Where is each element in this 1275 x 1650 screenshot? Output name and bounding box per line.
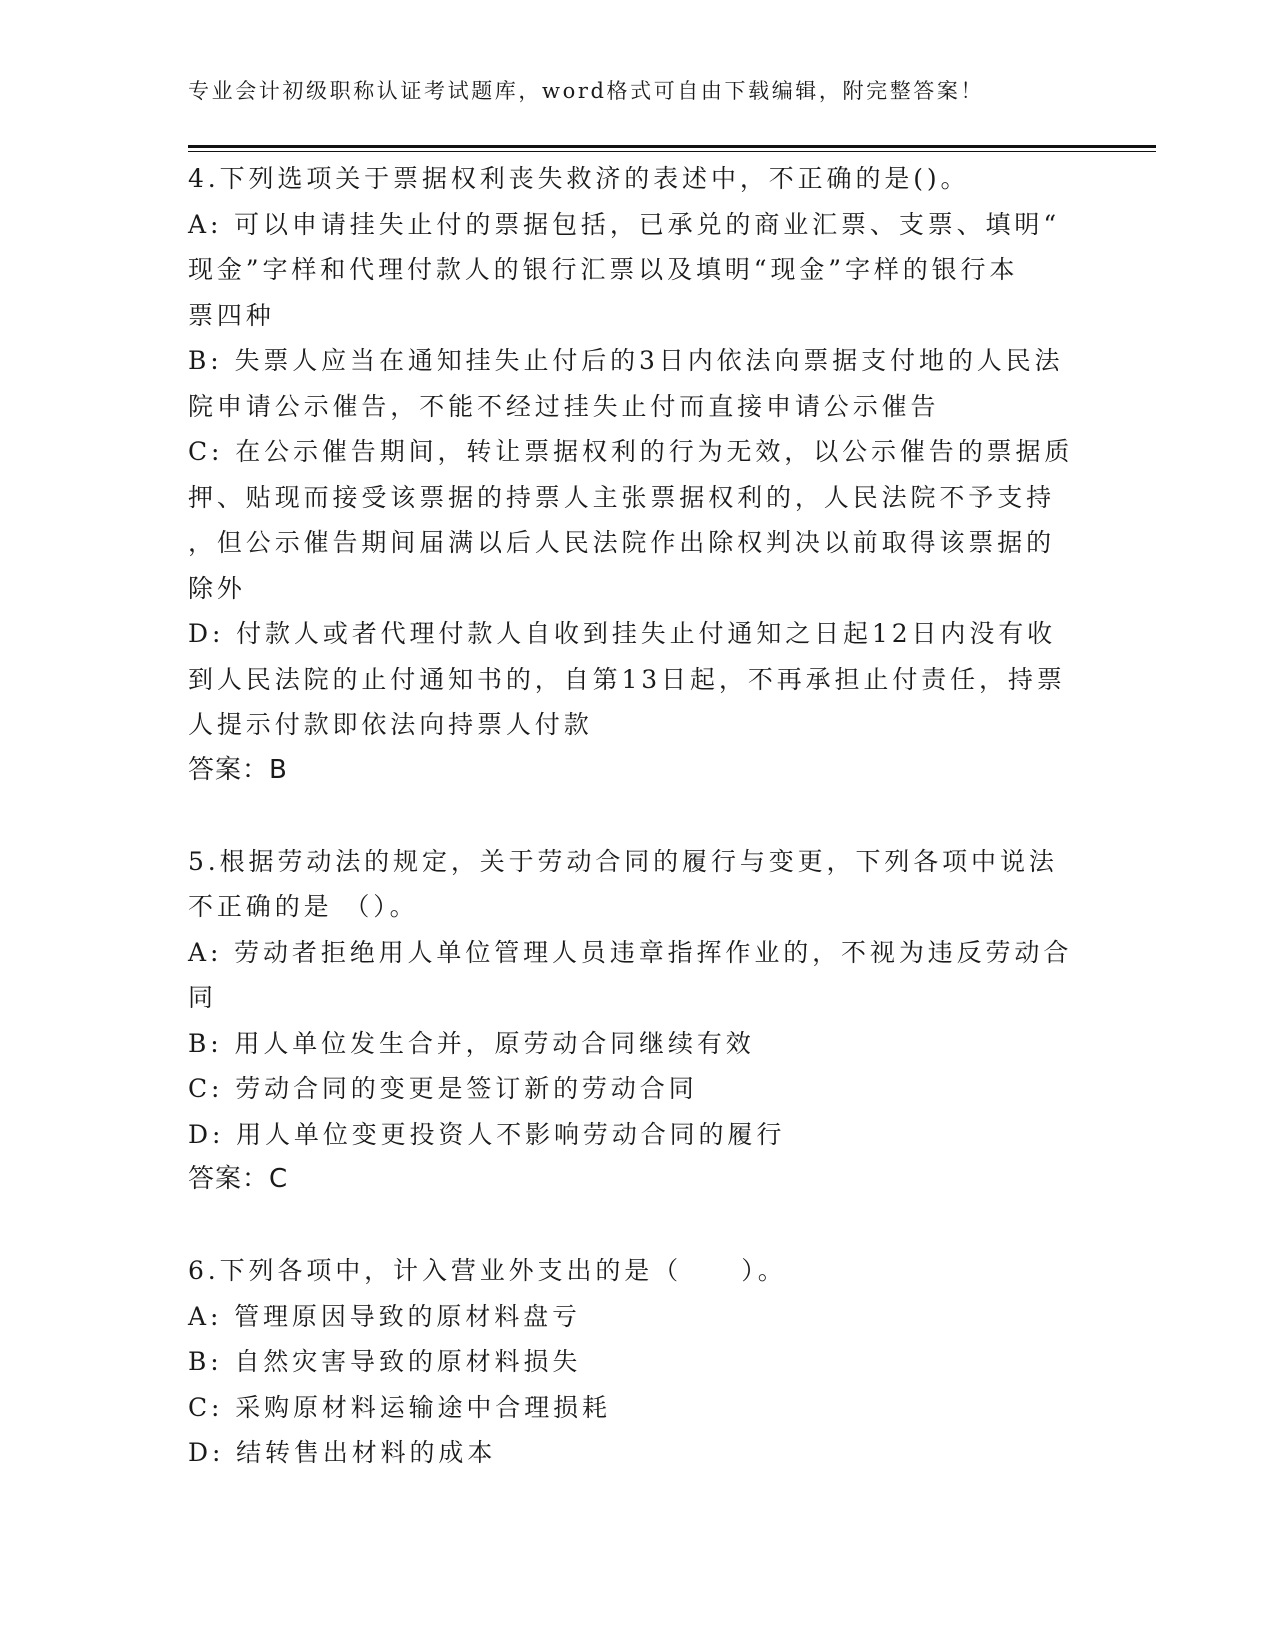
question-4-option-b-cont: 院申请公示催告，不能不经过挂失止付而直接申请公示催告 bbox=[188, 391, 940, 421]
question-4-option-c: C: 在公示催告期间，转让票据权利的行为无效，以公示催告的票据质 bbox=[188, 437, 1074, 466]
header-rule-thick bbox=[188, 145, 1156, 148]
question-5-option-a-cont: 同 bbox=[188, 983, 217, 1012]
question-4-option-a: A: 可以申请挂失止付的票据包括，已承兑的商业汇票、支票、填明“ bbox=[188, 209, 1061, 239]
question-4-stem: 4.下列选项关于票据权利丧失救济的表述中，不正确的是()。 bbox=[188, 164, 970, 193]
question-4-option-b: B: 失票人应当在通知挂失止付后的3日内依法向票据支付地的人民法 bbox=[188, 346, 1064, 375]
question-spacer bbox=[188, 793, 1088, 839]
question-4-option-a-cont: 现金”字样和代理付款人的银行汇票以及填明“现金”字样的银行本 bbox=[188, 255, 1019, 284]
question-4-option-d: D: 付款人或者代理付款人自收到挂失止付通知之日起12日内没有收 bbox=[188, 619, 1057, 648]
question-4 bbox=[188, 156, 1088, 793]
question-6-stem: 6.下列各项中，计入营业外支出的是（ ）。 bbox=[188, 1256, 787, 1285]
question-5-option-d: D: 用人单位变更投资人不影响劳动合同的履行 bbox=[188, 1119, 786, 1149]
question-4-option-c-cont: 押、贴现而接受该票据的持票人主张票据权利的，人民法院不予支持 bbox=[188, 482, 1056, 512]
question-5-stem-cont: 不正确的是 （）。 bbox=[188, 892, 419, 921]
question-5-option-c: C: 劳动合同的变更是签订新的劳动合同 bbox=[188, 1074, 698, 1103]
question-4-answer: 答案：B bbox=[188, 754, 288, 785]
question-4-option-c-cont: 除外 bbox=[188, 573, 246, 603]
question-5 bbox=[188, 839, 1088, 1203]
question-6-option-c: C: 采购原材料运输途中合理损耗 bbox=[188, 1392, 611, 1422]
question-list bbox=[188, 156, 1088, 1476]
question-4-option-d-cont: 人提示付款即依法向持票人付款 bbox=[188, 710, 593, 739]
question-6-option-d: D: 结转售出材料的成本 bbox=[188, 1438, 497, 1467]
question-6 bbox=[188, 1248, 1088, 1476]
question-5-answer: 答案：C bbox=[188, 1164, 289, 1194]
question-6-option-b: B: 自然灾害导致的原材料损失 bbox=[188, 1347, 582, 1376]
question-4-option-d-cont: 到人民法院的止付通知书的，自第13日起，不再承担止付责任，持票 bbox=[188, 664, 1066, 694]
header-rule-thin bbox=[188, 151, 1156, 152]
question-5-option-b: B: 用人单位发生合并，原劳动合同继续有效 bbox=[188, 1028, 755, 1058]
question-spacer bbox=[188, 1203, 1088, 1249]
page-header: 专业会计初级职称认证考试题库，word格式可自由下载编辑，附完整答案！ bbox=[188, 79, 985, 103]
question-4-option-c-cont: ，但公示催告期间届满以后人民法院作出除权判决以前取得该票据的 bbox=[188, 528, 1056, 557]
question-5-stem: 5.根据劳动法的规定，关于劳动合同的履行与变更，下列各项中说法 bbox=[188, 846, 1058, 876]
question-4-option-a-cont: 票四种 bbox=[188, 300, 275, 330]
question-5-option-a: A: 劳动者拒绝用人单位管理人员违章指挥作业的，不视为违反劳动合 bbox=[188, 937, 1073, 967]
question-6-option-a: A: 管理原因导致的原材料盘亏 bbox=[188, 1301, 581, 1331]
